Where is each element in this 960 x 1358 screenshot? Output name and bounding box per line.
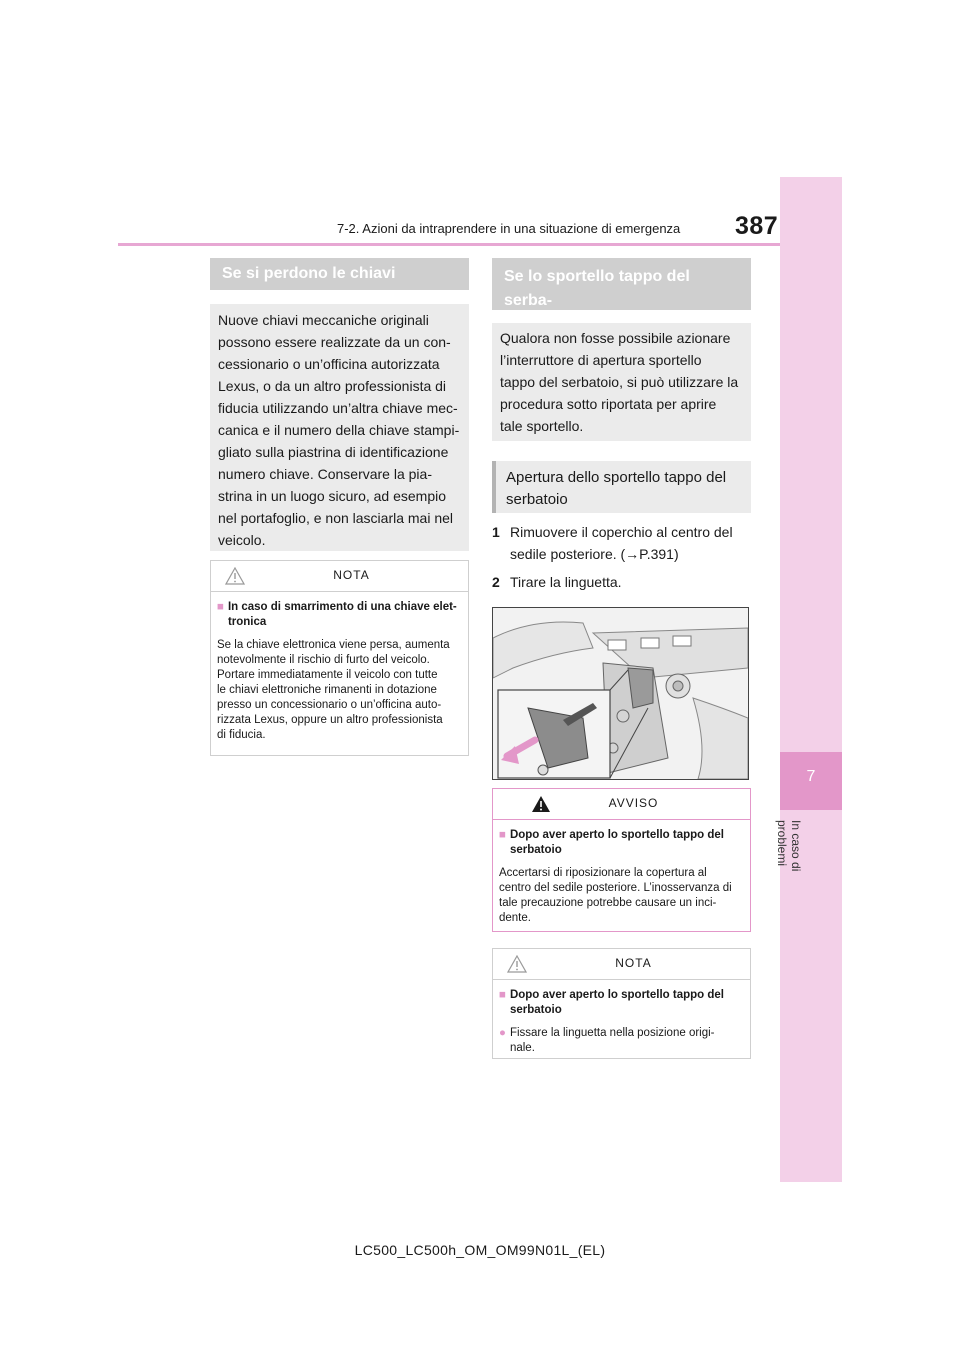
circle-bullet-icon: ● [499,1027,506,1039]
nota-notice-left [210,560,469,756]
intro-line: cessionario o un’officina autorizzata [218,356,440,372]
chapter-side-tab [775,177,842,1182]
intro-line: tappo del serbatoio, si può utilizzare la [500,374,739,390]
intro-line: veicolo. [218,532,266,548]
fuel-door-subheading: Apertura dello sportello tappo del serbatoio [492,461,751,513]
intro-line: possono essere realizzate da un con- [218,334,451,350]
chapter-title: In caso di problemi [775,820,803,872]
fuel-door-intro-box [492,323,751,441]
avviso-body [493,820,750,932]
intro-line: gliato sulla piastrina di identificazione [218,444,449,460]
square-bullet-icon: ■ [499,989,506,1001]
nota-label: NOTA [615,956,652,970]
step-number: 2 [492,574,500,590]
section-title: 7-2. Azioni da intraprendere in una situazione di emergenza [337,221,681,236]
nota-bullet-text: Fissare la linguetta nella posizione origi- nale. [509,1027,715,1054]
footer-doc-code: LC500_LC500h_OM_OM99N01L_(EL) [354,1242,606,1258]
steps-list [492,521,751,593]
header-rule [118,243,780,246]
step-text: Rimuovere il coperchio al centro del sedile posteriore. (→P.391) [510,524,733,562]
step-text: Tirare la linguetta. [510,574,622,590]
heading-fuel-door-line1: Se lo sportello tappo del serba- [504,268,690,309]
square-bullet-icon: ■ [499,829,506,841]
nota-subheading [499,988,744,1018]
nota-subheading [217,600,462,630]
nota-body [493,980,750,1062]
intro-line: Qualora non fosse possibile azionare [500,330,731,346]
nota-label: NOTA [333,568,370,582]
nota-header [211,561,468,592]
rear-seat-tab-illustration [493,608,748,779]
heading-fuel-door [492,258,751,310]
intro-line: fiducia utilizzando un’altra chiave mec- [218,400,458,416]
intro-line: strina in un luogo sicuro, ad esempio [218,488,447,504]
intro-line: nel portafoglio, e non lasciarla mai nel [218,510,454,526]
intro-line: procedura sotto riportata per aprire [500,396,717,412]
avviso-header [493,789,750,820]
avviso-text: Accertarsi di riposizionare la copertura al centro del sedile posteriore. L’inosservanza di tale precauzione potrebbe causare un inci- dente. [499,867,732,924]
step-item [492,571,751,593]
heading-lost-keys [210,258,469,290]
intro-line: Nuove chiavi meccaniche originali [218,312,429,328]
avviso-label: AVVISO [608,796,659,810]
nota-body [211,592,468,749]
step-number: 1 [492,524,500,540]
nota-text: Se la chiave elettronica viene persa, aumenta notevolmente il rischio di furto del veicolo. Portare immediatamente il veicolo con tutte le chiavi elettroniche rimanenti in dotazione presso un concessionario o un’officina auto- rizzata Lexus, oppure un altro professionista di fiducia. [217,639,450,741]
square-bullet-icon: ■ [217,601,224,613]
avviso-subheading-text: Dopo aver aperto lo sportello tappo del serbatoio [509,829,725,856]
nota-header [493,949,750,980]
intro-line: l’interruttore di apertura sportello [500,352,702,368]
heading-lost-keys-text: Se si perdono le chiavi [222,265,396,282]
nota-notice-right [492,948,751,1059]
lost-keys-intro-box [210,304,469,551]
page-number: 387 [735,212,779,240]
intro-line: tale sportello. [500,418,584,434]
chapter-number: 7 [806,768,816,785]
step-item [492,521,751,565]
intro-line: numero chiave. Conservare la pia- [218,466,432,482]
intro-line: Lexus, o da un altro professionista di [218,378,447,394]
avviso-subheading [499,828,744,858]
nota-subheading-text: Dopo aver aperto lo sportello tappo del serbatoio [509,989,725,1016]
avviso-notice [492,788,751,932]
nota-bullet-item [499,1026,744,1056]
fuel-door-illustration [492,607,749,780]
nota-subheading-text: In caso di smarrimento di una chiave elet- tronica [227,601,457,628]
intro-line: canica e il numero della chiave stampi- [218,422,460,438]
